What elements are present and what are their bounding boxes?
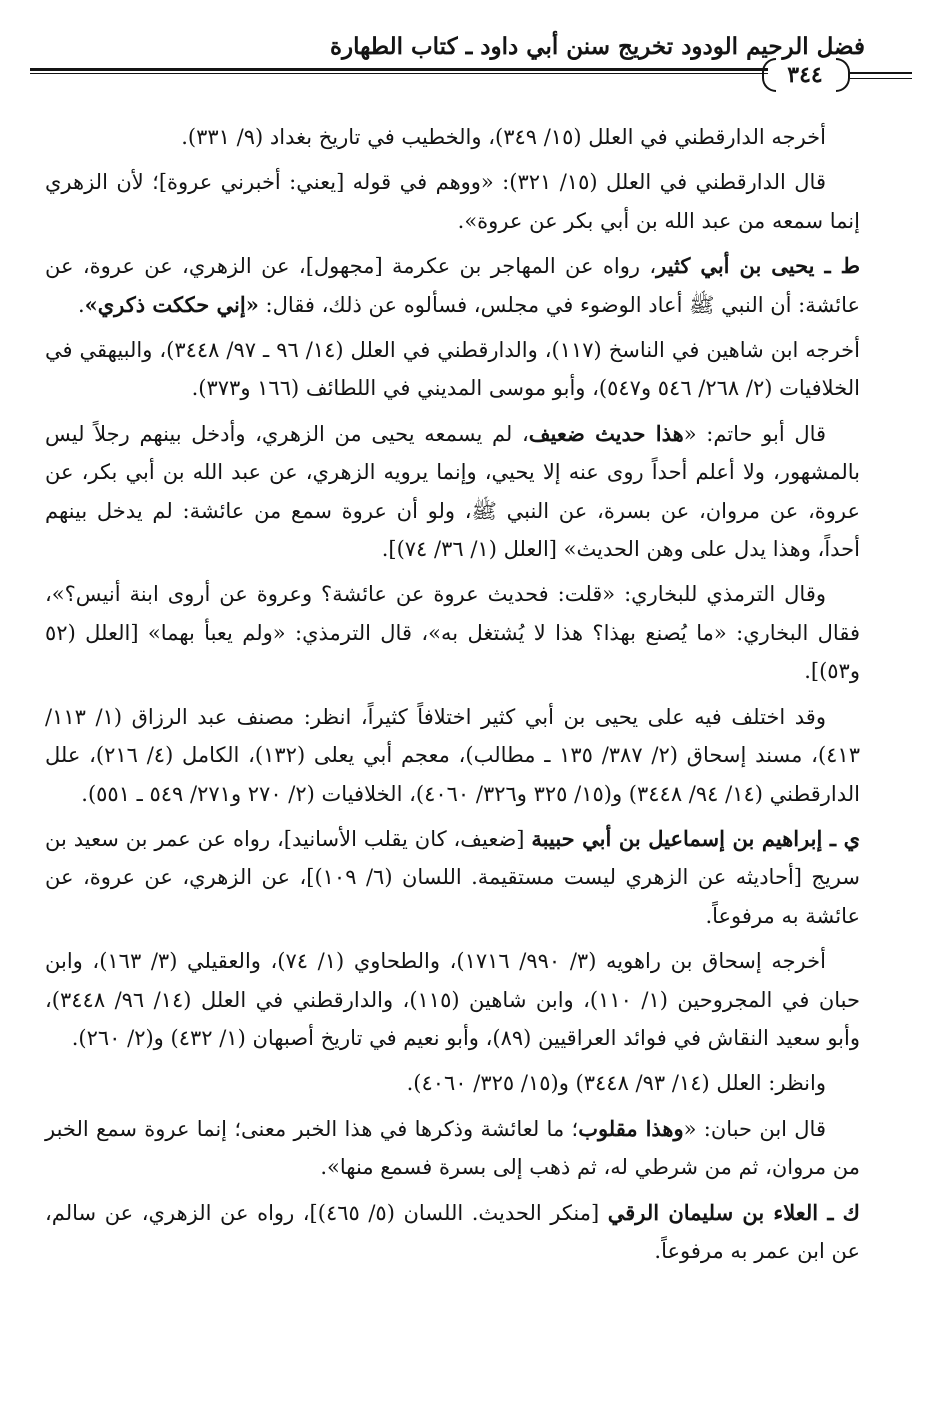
text-segment: ، رواه عن المهاجر بن عكرمة [مجهول]، عن الزهري، عن عروة، عن عائشة: أن النبي ﷺ أعاد الوضوء في مجلس، فسألوه عن ذلك، فقال: xyxy=(45,254,860,317)
paragraph-12-entry-kaf xyxy=(45,1194,860,1271)
paragraph-5 xyxy=(45,415,860,569)
text-segment: . xyxy=(77,292,85,317)
paragraph-4 xyxy=(45,331,860,408)
paragraph-10 xyxy=(45,1064,860,1102)
bold-segment: وهذا مقلوب xyxy=(578,1115,684,1141)
text-segment: أخرجه ابن شاهين في الناسخ (١١٧)، والدارقطني في العلل (١٤/ ٩٦ ـ ٩٧/ ٣٤٤٨)، والبيهقي في الخلافيات (٢/ ٢٦٨/ ٥٤٦ و٥٤٧)، وأبو موسى المديني في اللطائف (١٦٦ و٣٧٣). xyxy=(45,338,860,401)
paragraph-9 xyxy=(45,942,860,1057)
paragraph-2 xyxy=(45,163,860,240)
bold-segment: «إني حككت ذكري» xyxy=(84,291,259,317)
text-segment: أخرجه الدارقطني في العلل (١٥/ ٣٤٩)، والخطيب في تاريخ بغداد (٩/ ٣٣١). xyxy=(181,125,826,149)
paragraph-8-entry-ya xyxy=(45,820,860,935)
text-segment: وانظر: العلل (١٤/ ٩٣/ ٣٤٤٨) و(١٥/ ٣٢٥/ ٤٠٦٠). xyxy=(406,1071,826,1096)
text-segment: وقد اختلف فيه على يحيى بن أبي كثير اختلافاً كثيراً، انظر: مصنف عبد الرزاق (١/ ١١٣/ ٤١٣)، مسند إسحاق (٢/ ٣٨٧/ ١٣٥ ـ مطالب)، معجم أبي يعلى (١٣٢)، الكامل (٤/ ٢١٦)، علل الدارقطني (١٤/ ٩٤/ ٣٤٤٨) و(١٥/ ٣٢٥ و٣٢٦/ ٤٠٦٠)، الخلافيات (٢/ ٢٧٠ و٢٧١/ ٥٤٩ ـ ٥٥١). xyxy=(45,704,860,806)
header-rule-thin xyxy=(30,73,768,74)
bold-segment: هذا حديث ضعيف xyxy=(528,420,684,446)
text-segment: وقال الترمذي للبخاري: «قلت: فحديث عروة عن عائشة؟ وعروة عن أروى ابنة أنيس؟»، فقال البخاري: «ما يُصنع بهذا؟ هذا لا يُشتغل به»، قال الترمذي: «ولم يعبأ بهما» [العلل (٥٢ و٥٣)]. xyxy=(45,582,860,684)
folio-ornament-rule-thin xyxy=(850,78,912,79)
bold-segment: ك ـ العلاء بن سليمان الرقي xyxy=(607,1199,860,1225)
text-segment: ، لم يسمعه يحيى من الزهري، وأدخل بينهم رجلاً ليس بالمشهور، ولا أعلم أحداً روى عنه إلا يحيي، وإنما يرويه الزهري، عن عبد الله بن أبي بكر، عن عروة، عن مروان، عن بسرة، عن النبي ﷺ، ولو أن عروة سمع من عائشة: لم يدخل بينهم أحداً، وهذا يدل على وهن الحديث» [العلل (١/ ٣٦/ ٧٤)]. xyxy=(45,421,860,562)
text-segment: قال أبو حاتم: « xyxy=(683,421,827,446)
text-segment: أخرجه إسحاق بن راهويه (٣/ ٩٩٠/ ١٧١٦)، والطحاوي (١/ ٧٤)، والعقيلي (٣/ ١٦٣)، وابن حبان في المجروحين (١/ ١١٠)، وابن شاهين (١١٥)، والدارقطني في العلل (١٤/ ٩٦/ ٣٤٤٨)، وأبو سعيد النقاش في فوائد العراقيين (٨٩)، وأبو نعيم في تاريخ أصبهان (١/ ٤٣٢) و(٢/ ٢٦٠). xyxy=(45,949,860,1050)
paragraph-3-entry-ta xyxy=(45,247,860,324)
paragraph-6 xyxy=(45,575,860,690)
text-segment: [ضعيف، كان يقلب الأسانيد]، رواه عن عمر بن سعيد بن سريج [أحاديثه عن الزهري ليست مستقيمة. اللسان (٦/ ١٠٩)]، عن الزهري، عن عروة، عن عائشة به مرفوعاً. xyxy=(45,826,860,928)
paragraph-11 xyxy=(45,1110,860,1187)
folio-ornament-rule xyxy=(850,72,912,74)
text-segment: ؛ ما لعائشة وذكرها في هذا الخبر معنى؛ إنما عروة سمع الخبر من مروان، ثم من شرطي له، ثم ذهب إلى بسرة فسمع منها». xyxy=(45,1116,860,1180)
bold-segment: ط ـ يحيى بن أبي كثير xyxy=(656,253,861,279)
text-segment: [منكر الحديث. اللسان (٥/ ٤٦٥)]، رواه عن الزهري، عن سالم، عن ابن عمر به مرفوعاً. xyxy=(45,1200,860,1263)
bold-segment: ي ـ إبراهيم بن إسماعيل بن أبي حبيبة xyxy=(531,825,861,851)
header-rule xyxy=(30,68,768,71)
paragraph-7 xyxy=(45,698,860,813)
paragraph-1 xyxy=(45,118,860,156)
text-segment: قال ابن حبان: « xyxy=(683,1116,826,1141)
text-segment: قال الدارقطني في العلل (١٥/ ٣٢١): «ووهم في قوله [يعني: أخبرني عروة]؛ لأن الزهري إنما سمعه من عبد الله بن أبي بكر عن عروة». xyxy=(45,170,860,233)
running-header: فضل الرحيم الودود تخريج سنن أبي داود ـ كتاب الطهارة xyxy=(329,33,865,60)
page-number: ٣٤٤ xyxy=(787,62,823,88)
page-body xyxy=(45,118,860,1277)
